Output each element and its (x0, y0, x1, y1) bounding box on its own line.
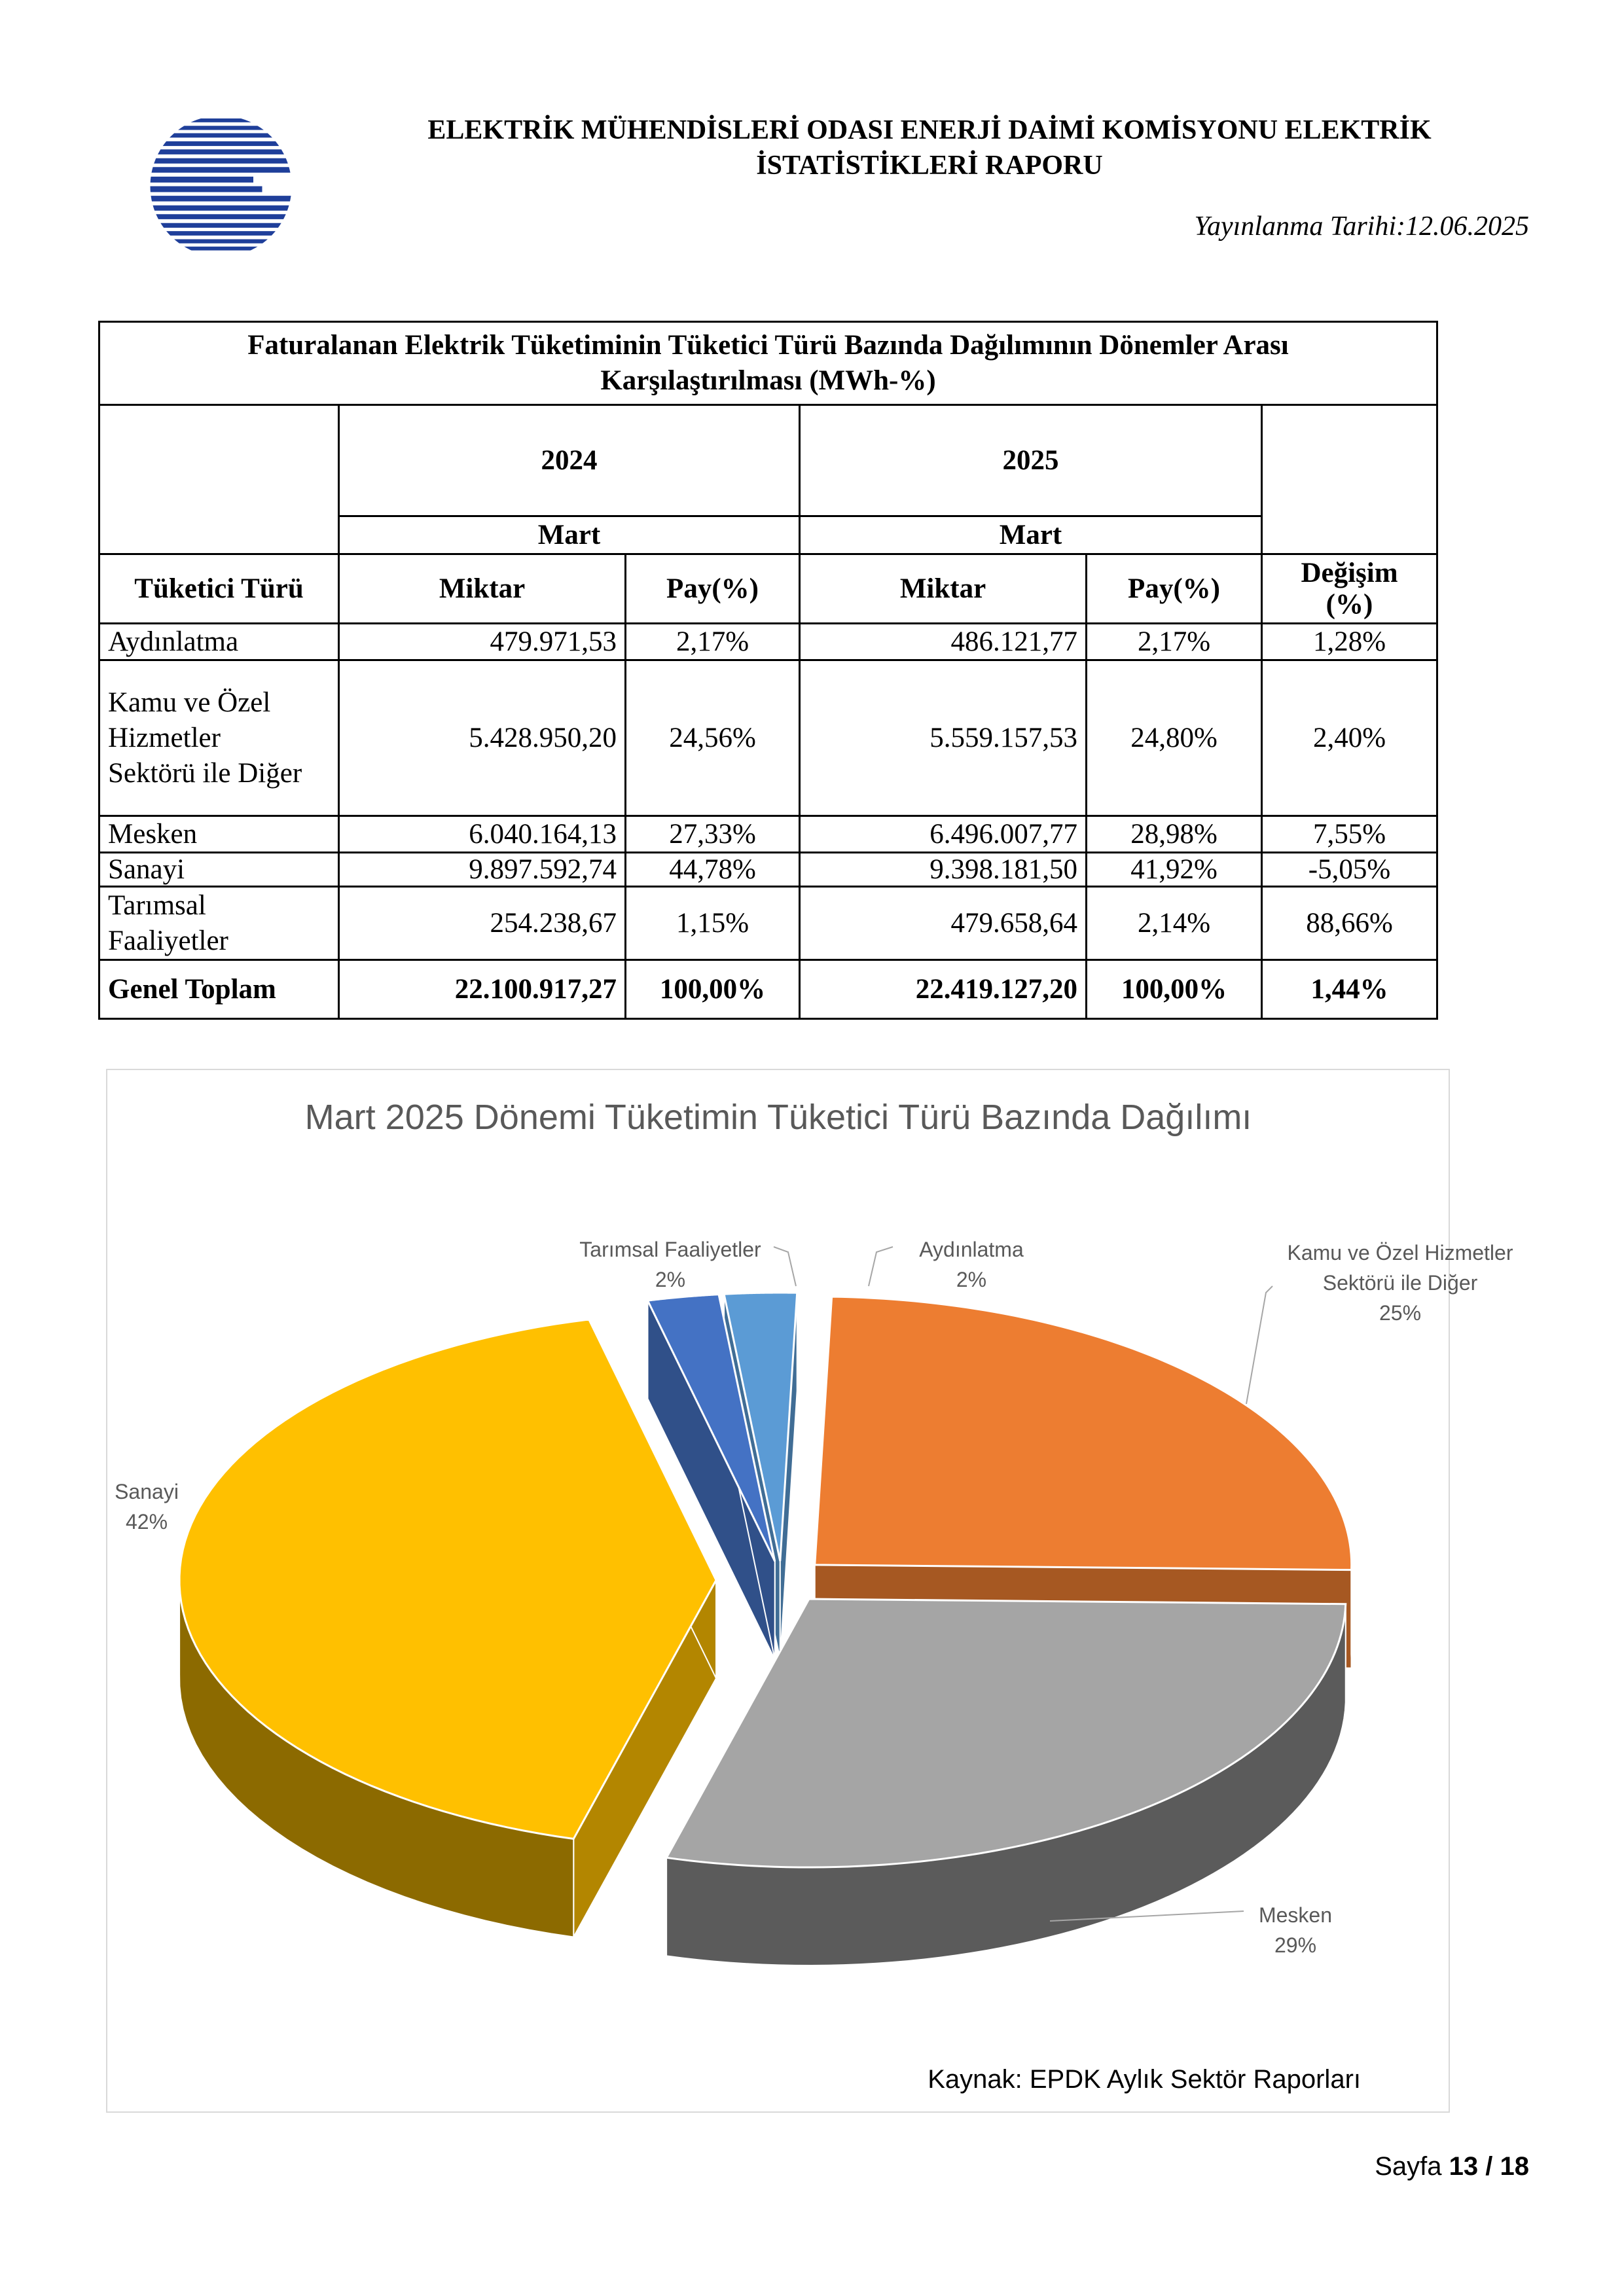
report-title-line1: ELEKTRİK MÜHENDİSLERİ ODASI ENERJİ DAİMİ KOMİSYONU ELEKTRİK (427, 115, 1432, 145)
col-change-header-line1: Değişim (1301, 557, 1398, 588)
row-type-line1: Kamu ve Özel (108, 687, 271, 718)
pie-data-label (115, 1480, 179, 1534)
row-share-2025: 24,80% (1087, 660, 1262, 816)
pie-data-label-line: Kamu ve Özel Hizmetler (1287, 1241, 1513, 1265)
row-change: -5,05% (1262, 853, 1437, 887)
total-share-2024: 100,00% (626, 960, 800, 1019)
empty-change-header-cell (1262, 405, 1437, 554)
row-share-2024: 44,78% (626, 853, 800, 887)
row-change: 7,55% (1262, 816, 1437, 853)
row-amount-2024: 6.040.164,13 (339, 816, 626, 853)
page-separator: / (1485, 2152, 1493, 2181)
chart-title: Mart 2025 Dönemi Tüketimin Tüketici Türü Bazında Dağılımı (304, 1098, 1252, 1137)
table-row (99, 887, 1437, 960)
table-row (99, 853, 1437, 887)
pie-data-label-line: Tarımsal Faaliyetler (579, 1238, 761, 1261)
page-total: 18 (1500, 2152, 1529, 2181)
col-type-header: Tüketici Türü (99, 554, 339, 624)
total-type: Genel Toplam (99, 960, 339, 1019)
page-word: Sayfa (1375, 2152, 1442, 2181)
report-title-line2: İSTATİSTİKLERİ RAPORU (756, 151, 1103, 181)
row-amount-2024: 5.428.950,20 (339, 660, 626, 816)
row-type-line3: Sektörü ile Diğer (108, 757, 302, 789)
row-amount-2024: 9.897.592,74 (339, 853, 626, 887)
row-type (99, 660, 339, 816)
total-share-2025: 100,00% (1087, 960, 1262, 1019)
row-share-2025: 28,98% (1087, 816, 1262, 853)
pie-data-label (1288, 1241, 1513, 1325)
row-type-line2: Faaliyetler (108, 925, 228, 956)
row-share-2025: 41,92% (1087, 853, 1262, 887)
pie-slice (815, 1297, 1352, 1570)
page-current: 13 (1449, 2152, 1479, 2181)
pie-data-label (919, 1238, 1024, 1291)
chart-source: Kaynak: EPDK Aylık Sektör Raporları (928, 2065, 1361, 2094)
pie-chart (107, 1070, 1513, 2111)
pie-data-label-line: Aydınlatma (919, 1238, 1024, 1261)
pie-chart-container (106, 1069, 1513, 2113)
total-change: 1,44% (1262, 960, 1437, 1019)
row-amount-2025: 5.559.157,53 (800, 660, 1087, 816)
row-amount-2024: 254.238,67 (339, 887, 626, 960)
row-amount-2024: 479.971,53 (339, 624, 626, 660)
row-change: 2,40% (1262, 660, 1437, 816)
col-change-header (1262, 554, 1437, 624)
year-2025-header: 2025 (800, 405, 1262, 516)
row-share-2024: 27,33% (626, 816, 800, 853)
total-amount-2025: 22.419.127,20 (800, 960, 1087, 1019)
table-total-row (99, 960, 1437, 1019)
col-share-2024-header: Pay(%) (626, 554, 800, 624)
pie-data-label-line: Mesken (1258, 1903, 1333, 1927)
table-row (99, 624, 1437, 660)
col-amount-2024-header: Miktar (339, 554, 626, 624)
consumption-table (98, 321, 1438, 1020)
pie-data-label-line: 2% (655, 1268, 686, 1291)
row-type: Mesken (99, 816, 339, 853)
pie-data-label-line: 2% (956, 1268, 987, 1291)
pie-data-label-line: Sanayi (115, 1480, 179, 1503)
total-amount-2024: 22.100.917,27 (339, 960, 626, 1019)
row-change: 1,28% (1262, 624, 1437, 660)
publish-date: Yayınlanma Tarihi:12.06.2025 (1194, 211, 1529, 242)
emo-logo (147, 113, 295, 260)
col-share-2025-header: Pay(%) (1087, 554, 1262, 624)
pie-data-label-line: 42% (125, 1510, 168, 1534)
month-2025-header: Mart (800, 516, 1262, 554)
row-type-line2: Hizmetler (108, 722, 221, 753)
pie-data-label (579, 1238, 761, 1291)
pie-leader-line (869, 1247, 893, 1286)
report-title (340, 113, 1519, 183)
row-share-2025: 2,17% (1087, 624, 1262, 660)
pie-leader-line (774, 1247, 796, 1286)
table-title-line1: Faturalanan Elektrik Tüketiminin Tüketici Türü Bazında Dağılımının Dönemler Arası (247, 330, 1289, 361)
year-2024-header: 2024 (339, 405, 800, 516)
pie-leader-line (1246, 1286, 1272, 1404)
empty-corner-cell (99, 405, 339, 554)
row-share-2024: 1,15% (626, 887, 800, 960)
row-type: Sanayi (99, 853, 339, 887)
table-title-line2: Karşılaştırılması (MWh-%) (600, 365, 936, 396)
row-type-line1: Tarımsal (108, 889, 206, 921)
row-type (99, 887, 339, 960)
pie-data-label-line: 25% (1379, 1301, 1422, 1325)
row-amount-2025: 9.398.181,50 (800, 853, 1087, 887)
row-amount-2025: 6.496.007,77 (800, 816, 1087, 853)
col-change-header-line2: (%) (1326, 588, 1373, 620)
month-2024-header: Mart (339, 516, 800, 554)
page-number (1375, 2152, 1529, 2181)
pie-data-label-line: Sektörü ile Diğer (1322, 1271, 1478, 1295)
table-row (99, 816, 1437, 853)
row-amount-2025: 486.121,77 (800, 624, 1087, 660)
table-title (99, 322, 1437, 405)
row-type: Aydınlatma (99, 624, 339, 660)
row-share-2024: 24,56% (626, 660, 800, 816)
table-row (99, 660, 1437, 816)
row-share-2024: 2,17% (626, 624, 800, 660)
row-share-2025: 2,14% (1087, 887, 1262, 960)
row-change: 88,66% (1262, 887, 1437, 960)
pie-data-label-line: 29% (1274, 1933, 1317, 1957)
col-amount-2025-header: Miktar (800, 554, 1087, 624)
pie-data-label (1259, 1903, 1332, 1957)
row-amount-2025: 479.658,64 (800, 887, 1087, 960)
